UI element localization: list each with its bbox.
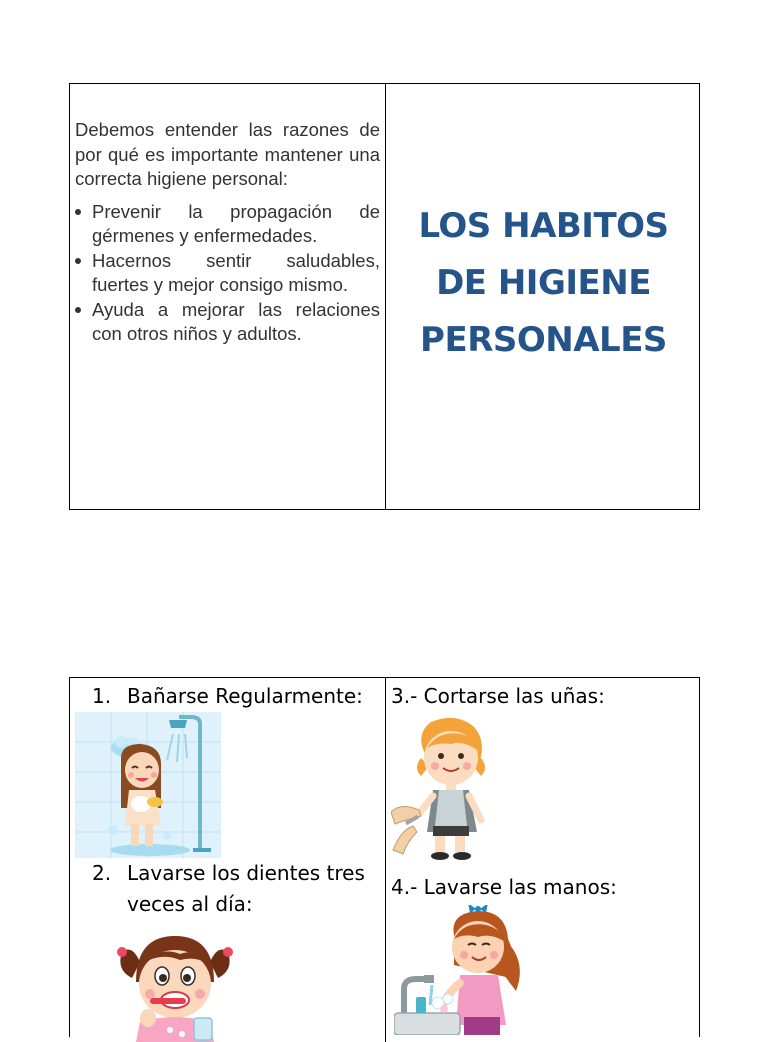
bullet-icon xyxy=(75,209,81,215)
habit-item-1 xyxy=(70,681,385,712)
habit-number: 1. xyxy=(92,684,112,708)
intro-paragraph: Debemos entender las razones de por qué es importante mantener una correcta higiene personal: xyxy=(75,119,380,189)
reason-text: Hacernos sentir saludables, fuertes y mejor consigo mismo. xyxy=(92,249,380,295)
reason-item xyxy=(75,298,380,347)
girl-showering-icon xyxy=(75,712,221,858)
title-line: LOS HABITOS xyxy=(418,206,669,246)
reason-text: Ayuda a mejorar las relaciones con otros niños y adultos. xyxy=(92,298,380,344)
title-cell xyxy=(385,84,701,509)
reasons-list xyxy=(75,200,380,347)
habit-item-3: 3.- Cortarse las uñas: xyxy=(391,684,605,708)
habits-table xyxy=(69,677,700,1037)
title-line: DE HIGIENE xyxy=(436,263,651,303)
habits-left-cell xyxy=(70,678,385,1042)
reason-item xyxy=(75,249,380,298)
reason-text: Prevenir la propagación de gérmenes y enfermedades. xyxy=(92,200,380,246)
girl-brushing-teeth-icon xyxy=(110,922,240,1042)
reason-item xyxy=(75,200,380,249)
main-title xyxy=(418,198,668,369)
bullet-icon xyxy=(75,307,81,313)
habit-item-2 xyxy=(70,858,385,920)
habit-label: Lavarse los dientes tres veces al día: xyxy=(127,861,365,916)
girl-cutting-nails-icon xyxy=(391,714,503,866)
reasons-cell xyxy=(70,84,385,509)
girl-washing-hands-icon xyxy=(394,905,534,1035)
habit-label: Bañarse Regularmente: xyxy=(127,684,363,708)
habit-item-4: 4.- Lavarse las manos: xyxy=(391,875,617,899)
bullet-icon xyxy=(75,258,81,264)
habits-right-cell xyxy=(385,678,701,1042)
intro-table xyxy=(69,83,700,510)
habit-number: 2. xyxy=(92,861,112,885)
title-line: PERSONALES xyxy=(420,320,667,360)
